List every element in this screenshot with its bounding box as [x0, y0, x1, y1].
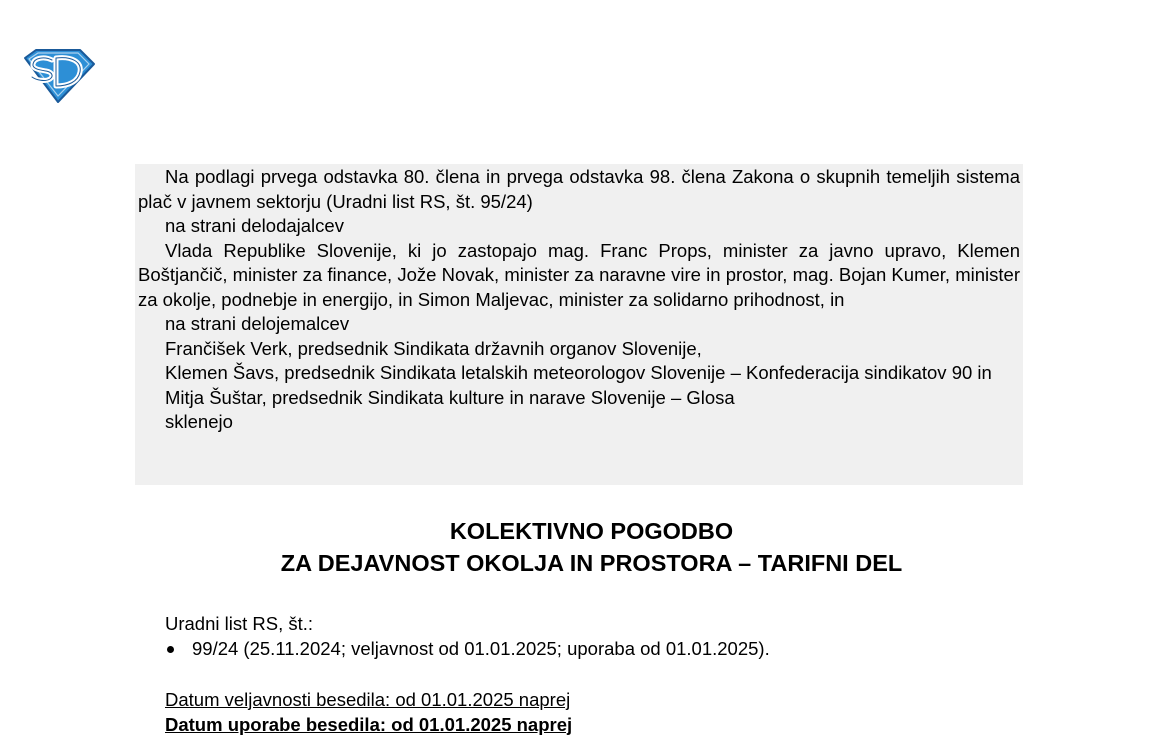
- document-title: [0, 515, 1157, 579]
- preamble-union-2: Klemen Šavs, predsednik Sindikata letalskih meteorologov Slovenije – Konfederacija sindikatov 90 in: [165, 362, 992, 383]
- preamble-box: [135, 164, 1023, 485]
- preamble-legal-basis: Na podlagi prvega odstavka 80. člena in prvega odstavka 98. člena Zakona o skupnih temeljih sistema plač v javnem sektorju (Uradni list RS, št. 95/24): [138, 166, 1020, 212]
- preamble-employer-side: na strani delodajalcev: [165, 215, 344, 236]
- shield-logo-icon: [22, 48, 96, 104]
- gazette-reference: [165, 611, 770, 661]
- bullet-icon: [167, 646, 174, 653]
- validity-dates: [165, 688, 572, 737]
- preamble-union-3: Mitja Šuštar, predsednik Sindikata kulture in narave Slovenije – Glosa: [165, 386, 735, 408]
- sd-logo: [22, 48, 96, 104]
- preamble-conclude: sklenejo: [165, 411, 233, 432]
- title-line-2: ZA DEJAVNOST OKOLJA IN PROSTORA – TARIFNI DEL: [280, 550, 903, 576]
- usage-date-text: Datum uporabe besedila: od 01.01.2025 naprej: [165, 713, 573, 735]
- gazette-label: Uradni list RS, št.:: [165, 613, 314, 634]
- preamble-employee-side: na strani delojemalcev: [165, 313, 350, 334]
- gazette-list: [165, 636, 770, 661]
- gazette-item: [165, 636, 770, 661]
- gazette-item-text: 99/24 (25.11.2024; veljavnost od 01.01.2025; uporaba od 01.01.2025).: [192, 638, 770, 659]
- validity-date-text: Datum veljavnosti besedila: od 01.01.2025 naprej: [165, 689, 571, 710]
- preamble-government-representatives: Vlada Republike Slovenije, ki jo zastopajo mag. Franc Props, minister za javno upravo, Klemen Boštjančič, minister za finance, Jože Novak, minister za naravne vire in prostor, mag. Bojan Kumer, minister za okolje, podnebje in energijo, in Simon Maljevac, minister za solidarno prihodnost, in: [138, 239, 1020, 310]
- title-line-1: KOLEKTIVNO POGODBO: [449, 518, 734, 544]
- preamble-union-1: Frančišek Verk, predsednik Sindikata državnih organov Slovenije,: [165, 337, 702, 359]
